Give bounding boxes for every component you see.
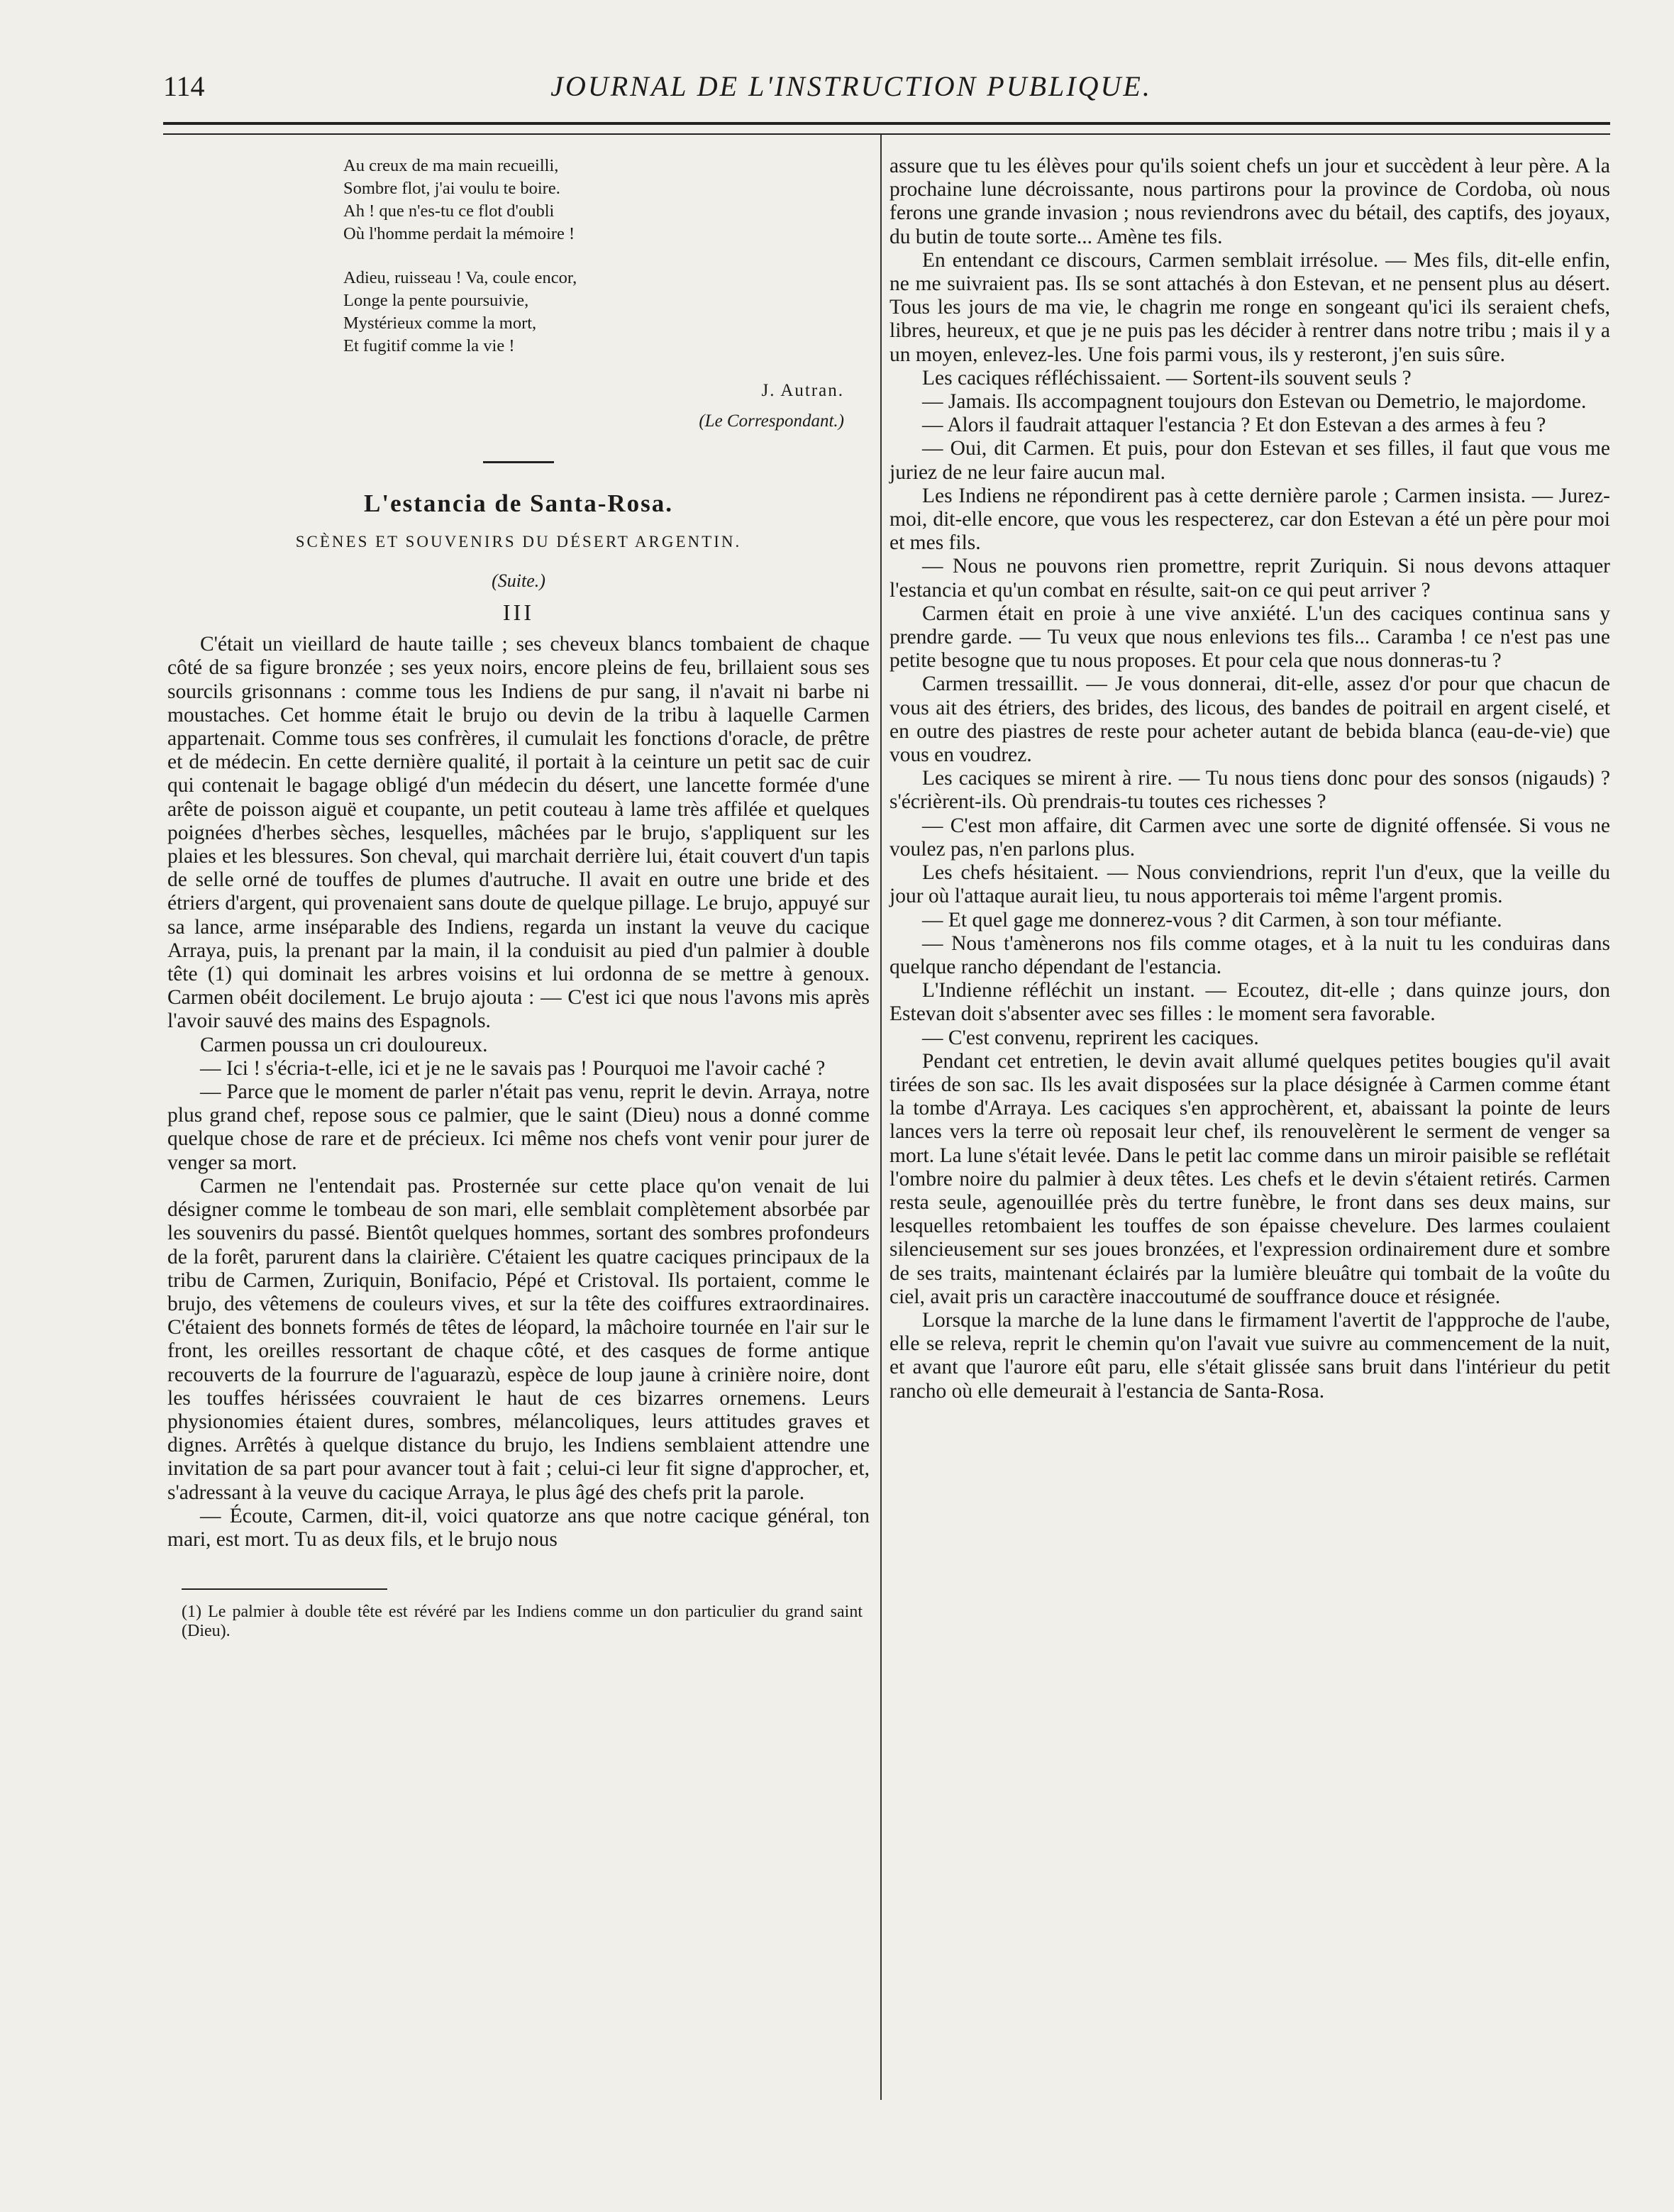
poem-stanza-2: [343, 267, 870, 358]
paragraph: — C'est convenu, reprirent les caciques.: [922, 1026, 1259, 1049]
column-divider: [880, 135, 882, 2100]
paragraph: — Ici ! s'écria-t-elle, ici et je ne le savais pas ! Pourquoi me l'avoir caché ?: [200, 1056, 826, 1080]
footnote: (1) Le palmier à double tête est révéré par les Indiens comme un don particulier du grand saint (Dieu).: [182, 1603, 863, 1641]
paragraph: Carmen poussa un cri douloureux.: [200, 1033, 488, 1056]
article-title: L'estancia de Santa-Rosa.: [364, 490, 673, 518]
section-number: III: [503, 599, 534, 626]
page-number: 114: [163, 70, 205, 102]
paragraph: — Oui, dit Carmen. Et puis, pour don Estevan et ses filles, il faut que vous me juriez de ne leur faire aucun mal.: [889, 437, 1610, 484]
section-separator: [483, 461, 554, 463]
paragraph: Carmen tressaillit. — Je vous donnerai, dit-elle, assez d'or pour que chacun de vous ait des étriers, des brides, des licous, des bandes de poitrail en argent ciselé, et en outre des piastres de reste pour acheter autant de bebida blanca (eau-de-vie) que vous en voudrez.: [889, 673, 1610, 767]
paragraph: — Et quel gage me donnerez-vous ? dit Carmen, à son tour méfiante.: [922, 908, 1502, 931]
right-column: [889, 155, 1610, 1403]
poem-line: Au creux de ma main recueilli,: [343, 156, 559, 175]
paragraph: L'Indienne réfléchit un instant. — Ecoutez, dit-elle ; dans quinze jours, don Estevan doit s'absenter avec ses filles : le moment sera favorable.: [889, 979, 1610, 1026]
poem-line: Sombre flot, j'ai voulu te boire.: [343, 179, 560, 198]
paragraph: — Nous ne pouvons rien promettre, reprit Zuriquin. Si nous devons attaquer l'estancia et qu'un combat en résulte, sait-on ce qui peut arriver ?: [889, 555, 1610, 602]
poem-line: Et fugitif comme la vie !: [343, 336, 515, 355]
paragraph: C'était un vieillard de haute taille ; ses cheveux blancs tombaient de chaque côté de sa figure bronzée ; ses yeux noirs, encore pleins de feu, brillaient sous ses sourcils grisonnans : comme tous les Indiens de pur sang, il n'avait ni barbe ni moustaches. Cet homme était le brujo ou devin de la tribu à laquelle Carmen appartenait. Comme tous ses confrères, il cumulait les fonctions d'oracle, de prêtre et de médecin. En cette dernière qualité, il portait à la ceinture un petit sac de cuir qui contenait le bagage obligé d'un médecin du désert, une lancette formée d'une arête de poisson aiguë et coupante, un petit couteau à lame très affilée et quelques poignées d'herbes sèches, lesquelles, mâchées par le brujo, s'appliquent sur les plaies et les blessures. Son cheval, qui marchait derrière lui, était couvert d'un tapis de selle orné de touffes de plumes d'autruche. Il avait en outre une bride et des étriers d'argent, qui provenaient sans doute de quelque pillage. Le brujo, appuyé sur sa lance, arme inséparable des Indiens, regarda un instant la veuve du cacique Arraya, puis, la prenant par la main, il la conduisit au pied d'un palmier à double tête (1) qui dominait les arbres voisins et lui ordonna de se mettre à genoux. Carmen obéit docilement. Le brujo ajouta : — C'est ici que nous l'avons mis après l'avoir sauvé des mains des Espagnols.: [167, 633, 870, 1033]
paragraph: Lorsque la marche de la lune dans le firmament l'avertit de l'appproche de l'aube, elle se releva, reprit le chemin qu'on l'avait vue suivre au commencement de la nuit, et avant que l'aurore eût paru, elle s'était glissée sans bruit dans l'intérieur du petit rancho où elle demeurait à l'estancia de Santa-Rosa.: [889, 1308, 1610, 1403]
paragraph: — Nous t'amènerons nos fils comme otages, et à la nuit tu les conduiras dans quelque rancho dépendant de l'estancia.: [889, 931, 1610, 978]
paragraph: — C'est mon affaire, dit Carmen avec une sorte de dignité offensée. Si vous ne voulez pas, n'en parlons plus.: [889, 814, 1610, 861]
article-subtitle: SCÈNES ET SOUVENIRS DU DÉSERT ARGENTIN.: [295, 532, 742, 551]
paragraph: Les caciques réfléchissaient. — Sortent-ils souvent seuls ?: [922, 366, 1412, 389]
poem-signature: J. Autran.: [761, 381, 844, 400]
poem-line: Où l'homme perdait la mémoire !: [343, 224, 575, 243]
paragraph: — Alors il faudrait attaquer l'estancia ? Et don Estevan a des armes à feu ?: [922, 414, 1546, 437]
paragraph: Les chefs hésitaient. — Nous conviendrions, reprit l'un d'eux, que la veille du jour où l'attaque aurait lieu, tu nous apporterais toi même l'argent promis.: [889, 861, 1610, 908]
poem-line: Ah ! que n'es-tu ce flot d'oubli: [343, 201, 555, 221]
paragraph: — Parce que le moment de parler n'était pas venu, reprit le devin. Arraya, notre plus grand chef, repose sous ce palmier, que le saint (Dieu) nous a donné comme quelque chose de rare et de précieux. Ici même nos chefs vont venir pour jurer de venger sa mort.: [167, 1080, 870, 1174]
page-header: [163, 70, 1539, 112]
paragraph: — Écoute, Carmen, dit-il, voici quatorze ans que notre cacique général, ton mari, est mort. Tu as deux fils, et le brujo nous: [167, 1504, 870, 1551]
poem-source: (Le Correspondant.): [699, 411, 844, 431]
poem: [343, 155, 870, 358]
paragraph-continued: assure que tu les élèves pour qu'ils soient chefs un jour et succèdent à leur père. A la prochaine lune décroissante, nous partirons pour la province de Cordoba, où nous ferons une grande invasion ; nous reviendrons avec du bétail, des captifs, des joyaux, du butin de toute sorte... Amène tes fils.: [889, 155, 1610, 248]
left-column: [167, 155, 870, 1641]
poem-line: Adieu, ruisseau ! Va, coule encor,: [343, 268, 577, 287]
paragraph: Les Indiens ne répondirent pas à cette dernière parole ; Carmen insista. — Jurez-moi, dit-elle encore, que vous les respecterez, car don Estevan a été un père pour moi et mes fils.: [889, 484, 1610, 555]
paragraph: — Jamais. Ils accompagnent toujours don Estevan ou Demetrio, le majordome.: [922, 390, 1587, 414]
paragraph: Pendant cet entretien, le devin avait allumé quelques petites bougies qu'il avait tirées de son sac. Ils les avait disposées sur la place désignée à Carmen comme étant la tombe d'Arraya. Les caciques s'en approchèrent, et, abaissant la pointe de leurs lances vers la terre où reposait leur chef, ils renouvelèrent le serment de venger sa mort. La lune s'était levée. Dans le petit lac comme dans un miroir paisible se reflétait l'ombre noire du palmier à deux têtes. Les chefs et le devin s'étaient retirés. Carmen resta seule, agenouillée près du tertre funèbre, le front dans ses deux mains, sur lesquelles retombaient les touffes de son épaisse chevelure. Des larmes coulaient silencieusement sur ses joues bronzées, et l'expression ordinairement dure et sombre de ses traits, maintenant éclairés par la lumière bleuâtre qui tombait de la voûte du ciel, avait pris un caractère inaccoutumé de souffrance douce et résignée.: [889, 1049, 1610, 1308]
poem-line: Mystérieux comme la mort,: [343, 314, 537, 333]
poem-stanza-1: [343, 155, 870, 245]
article-suite: (Suite.): [492, 570, 545, 591]
paragraph: Carmen ne l'entendait pas. Prosternée sur cette place qu'on venait de lui désigner comme le tombeau de son mari, elle semblait complètement absorbée par les souvenirs du passé. Bientôt quelques hommes, sortant des sombres profondeurs de la forêt, parurent dans la clairière. C'étaient les quatre caciques principaux de la tribu de Carmen, Zuriquin, Bonifacio, Pépé et Cristoval. Ils portaient, comme le brujo, des vêtemens de couleurs vives, et sur la tête des coiffures extraordinaires. C'étaient des bonnets formés de têtes de léopard, la mâchoire tournée en l'air sur le front, les oreilles ressortant de chaque côté, et des casques de forme antique recouverts de la fourrure de l'aguarazù, espèce de loup jaune à crinière noire, dont les touffes hérissées couvraient le haut de ces bizarres ornemens. Leurs physionomies étaient dures, sombres, mélancoliques, leurs attitudes graves et dignes. Arrêtés à quelque distance du brujo, les Indiens semblaient attendre une invitation de sa part pour avancer tout à fait ; celui-ci leur fit signe d'approcher, et, s'adressant à la veuve du cacique Arraya, le plus âgé des chefs prit la parole.: [167, 1174, 870, 1504]
header-double-rule: [163, 122, 1610, 135]
running-title: JOURNAL DE L'INSTRUCTION PUBLIQUE.: [550, 70, 1152, 102]
poem-line: Longe la pente poursuivie,: [343, 291, 529, 310]
paragraph: Les caciques se mirent à rire. — Tu nous tiens donc pour des sonsos (nigauds) ? s'écrièrent-ils. Où prendrais-tu toutes ces richesses ?: [889, 767, 1610, 814]
paragraph: Carmen était en proie à une vive anxiété. L'un des caciques continua sans y prendre garde. — Tu veux que nous enlevions tes fils... Caramba ! ce n'est pas une petite besogne que tu nous proposes. Et pour cela que nous donneras-tu ?: [889, 602, 1610, 673]
footnote-rule: [182, 1588, 387, 1590]
paragraph: En entendant ce discours, Carmen semblait irrésolue. — Mes fils, dit-elle enfin, ne me suivraient pas. Ils se sont attachés à don Estevan, et ne pensent plus au désert. Tous les jours de ma vie, le chagrin me ronge en songeant qu'ici ils seraient chefs, libres, heureux, et que je ne puis pas les décider à rentrer dans notre tribu ; mais il y a un moyen, enlevez-les. Une fois parmi vous, ils y resteront, j'en suis sûre.: [889, 248, 1610, 366]
